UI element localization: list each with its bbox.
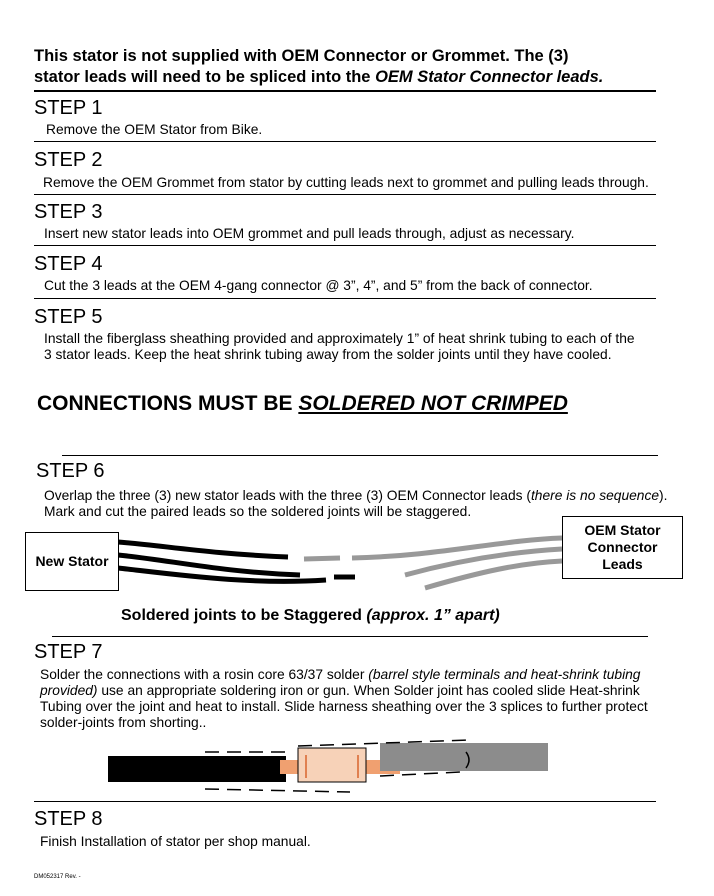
step-4-title: STEP 4 <box>34 253 103 275</box>
diagram-caption <box>121 607 500 625</box>
step-6-line-1-text: Overlap the three (3) new stator leads with the three (3) OEM Connector leads ( <box>44 488 531 503</box>
intro-line-2-emphasis: OEM Stator Connector leads. <box>375 68 604 86</box>
oem-wire-insulation <box>380 743 548 771</box>
step-7-title: STEP 7 <box>34 641 103 663</box>
step-6-title: STEP 6 <box>36 460 105 482</box>
step-6-line-1-end: ). <box>659 488 668 503</box>
step-7-line-1 <box>40 667 648 683</box>
step-2-title: STEP 2 <box>34 149 103 171</box>
caption-text: Soldered joints to be Staggered <box>121 607 367 624</box>
step-7-line-2 <box>40 683 648 699</box>
document-code: DM052317 Rev. - <box>34 874 81 880</box>
step-3-text: Insert new stator leads into OEM grommet and pull leads through, adjust as necessary. <box>44 226 575 241</box>
stator-lead-1 <box>118 542 288 557</box>
step-6-rule <box>52 636 648 637</box>
heat-shrink-outline <box>205 789 350 792</box>
step-6-line-2: Mark and cut the paired leads so the soldered joints will be staggered. <box>44 504 472 519</box>
step-7-line-4: solder-joints from shorting.. <box>40 715 207 730</box>
oem-lead-1-dash <box>304 558 340 559</box>
oem-connector-label-3: Leads <box>602 556 643 572</box>
intro-line-1: This stator is not supplied with OEM Connector or Grommet. The (3) <box>34 47 569 65</box>
oem-connector-label-1: OEM Stator <box>584 522 661 538</box>
step-4-text: Cut the 3 leads at the OEM 4-gang connector @ 3”, 4”, and 5” from the back of connector. <box>44 278 593 293</box>
step-8-text: Finish Installation of stator per shop manual. <box>40 834 311 849</box>
step-7-text <box>40 667 648 731</box>
warning-text: CONNECTIONS MUST BE <box>37 392 299 415</box>
intro-line-2-text: stator leads will need to be spliced into the <box>34 68 376 86</box>
step-7-line-2-text: use an appropriate soldering iron or gun. When Solder joint has cooled slide Heat-shrink <box>97 683 640 698</box>
new-stator-box <box>25 532 119 591</box>
oem-lead-1 <box>352 538 562 558</box>
step-8-title: STEP 8 <box>34 808 103 830</box>
oem-connector-box <box>562 516 683 579</box>
step-5-title: STEP 5 <box>34 306 103 328</box>
step-7-rule <box>34 801 656 802</box>
step-3-title: STEP 3 <box>34 201 103 223</box>
new-stator-label: New Stator <box>35 553 109 569</box>
step-2-text: Remove the OEM Grommet from stator by cutting leads next to grommet and pulling leads through. <box>43 175 649 190</box>
step-6-line-1-emphasis: there is no sequence <box>530 488 660 503</box>
stator-wire-insulation <box>108 756 286 782</box>
step-1-title: STEP 1 <box>34 97 103 119</box>
oem-connector-label-2: Connector <box>587 539 658 555</box>
caption-emphasis: (approx. 1” apart) <box>366 607 500 624</box>
warning-emphasis: SOLDERED NOT CRIMPED <box>298 392 568 415</box>
step-7-line-3: Tubing over the joint and heat to install. Slide harness sheathing over the 3 splices to further protect <box>40 699 648 714</box>
step-7-line-2-emphasis: provided) <box>40 683 98 698</box>
step-5-line-1: Install the fiberglass sheathing provided and approximately 1” of heat shrink tubing to each of the <box>44 331 635 346</box>
barrel-terminal <box>298 748 366 782</box>
step-7-line-1-text: Solder the connections with a rosin core 63/37 solder <box>40 667 369 682</box>
step-1-text: Remove the OEM Stator from Bike. <box>46 122 263 137</box>
step-7-line-1-emphasis: (barrel style terminals and heat-shrink tubing <box>368 667 641 682</box>
step-5-line-2: 3 stator leads. Keep the heat shrink tubing away from the solder joints until they have cooled. <box>44 347 612 362</box>
